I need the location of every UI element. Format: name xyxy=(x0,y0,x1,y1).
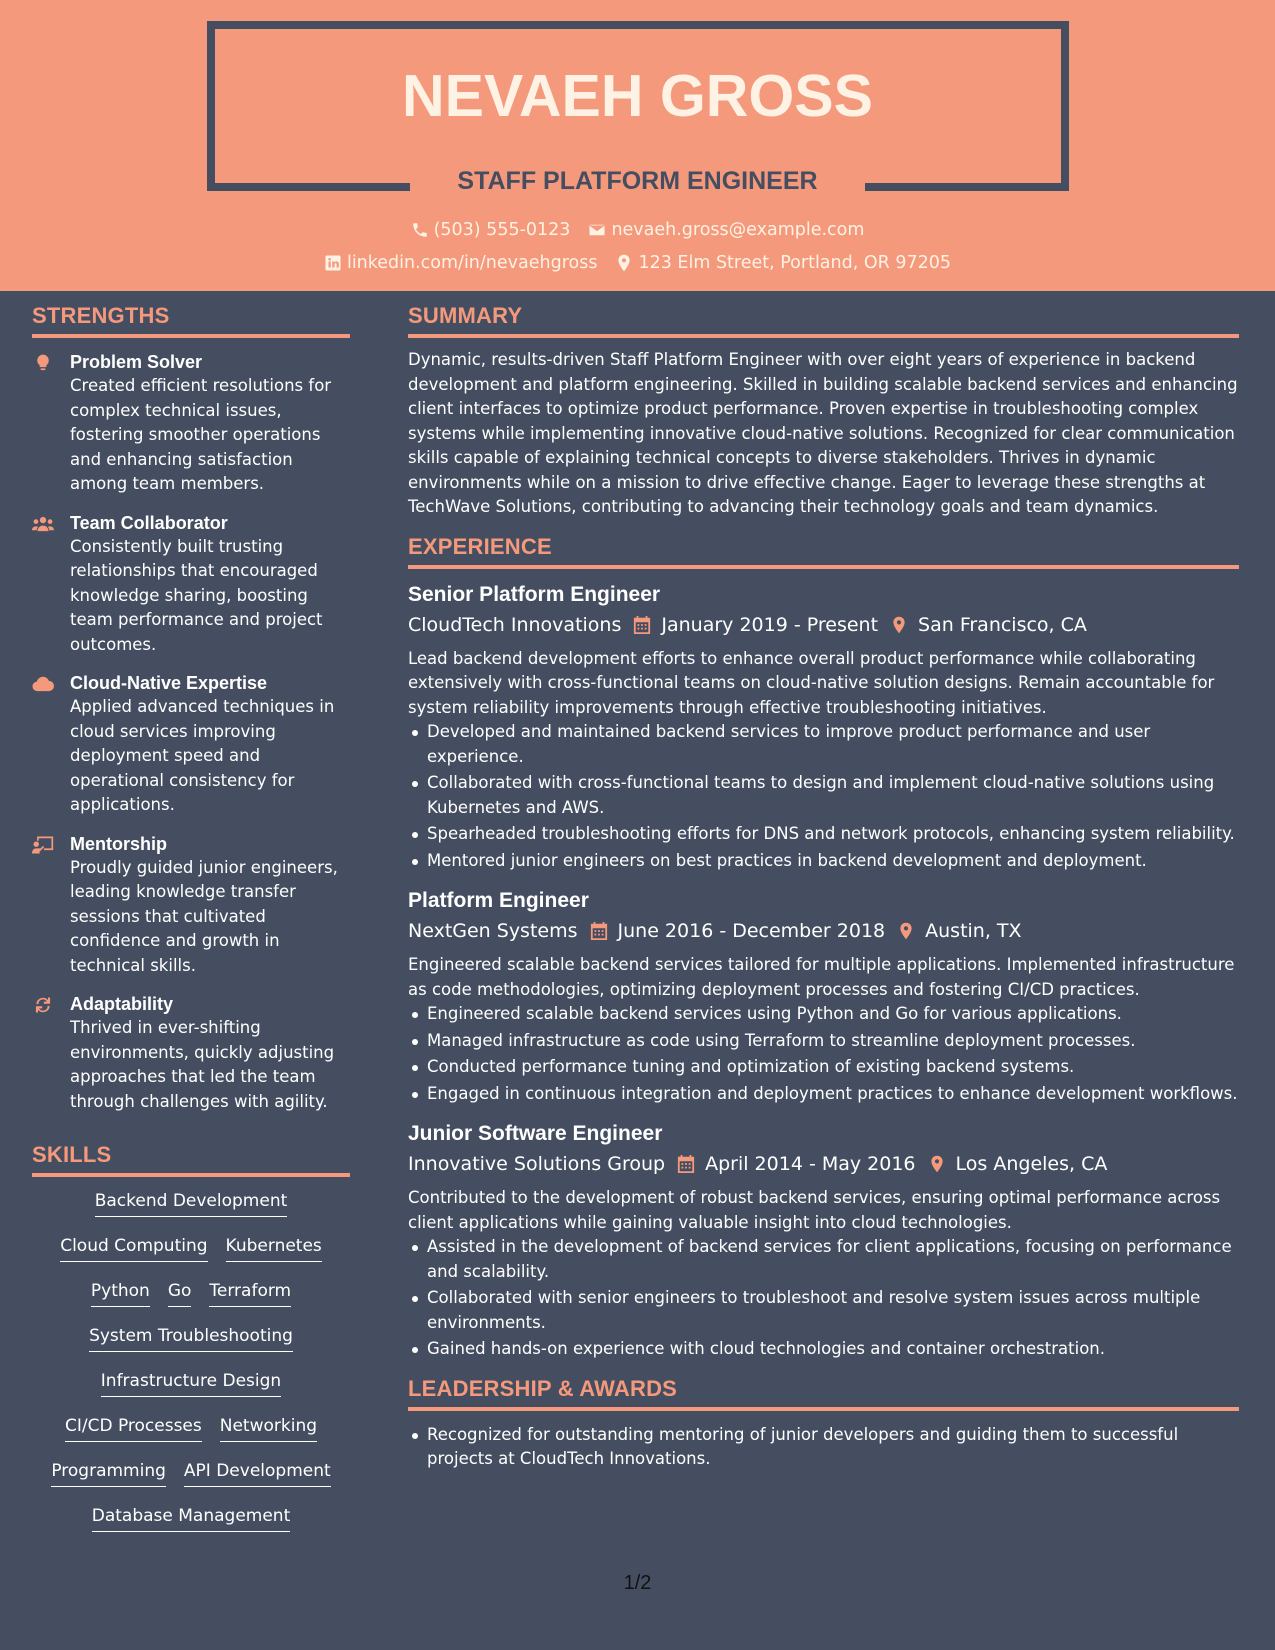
job-description: Engineered scalable backend services tailored for multiple applications. Implemented infrastructure as code methodologies, optimizing deployment processes and fostering CI/CD practices. xyxy=(408,955,1235,999)
skill-tag: CI/CD Processes xyxy=(65,1414,202,1442)
calendar-icon xyxy=(590,921,608,941)
email-text[interactable]: nevaeh.gross@example.com xyxy=(611,220,865,240)
bullet-item: Collaborated with cross-functional teams to design and implement cloud-native solutions using Kubernetes and AWS. xyxy=(408,771,1239,820)
job-entry xyxy=(408,581,1239,874)
users-icon xyxy=(32,514,54,534)
bullet-item: Engineered scalable backend services using Python and Go for various applications. xyxy=(408,1002,1239,1027)
phone-text: (503) 555-0123 xyxy=(433,220,571,240)
phone-contact xyxy=(411,220,571,240)
job-bullets xyxy=(408,720,1239,873)
bullet-item: Developed and maintained backend services to improve product performance and user experience. xyxy=(408,720,1239,769)
bullet-item: Gained hands-on experience with cloud technologies and container orchestration. xyxy=(408,1337,1239,1362)
bullet-item: Collaborated with senior engineers to troubleshoot and resolve system issues across multiple environments. xyxy=(408,1286,1239,1335)
bullet-item: Mentored junior engineers on best practices in backend development and deployment. xyxy=(408,849,1239,874)
summary-text: Dynamic, results-driven Staff Platform Engineer with over eight years of experience in backend development and platform engineering. Skilled in building scalable backend services and enhancing client interfaces to optimize product performance. Proven expertise in troubleshooting complex systems while implementing innovative cloud-native solutions. Recognized for clear communication skills capable of explaining technical concepts to diverse stakeholders. Thrives in dynamic environments while on a mission to drive effective change. Eager to leverage these strengths at TechWave Solutions, contributing to advancing their technology goals and team dynamics. xyxy=(408,350,1238,516)
skill-row xyxy=(32,1369,350,1414)
strength-name: Team Collaborator xyxy=(70,512,228,533)
job-role: Junior Software Engineer xyxy=(408,1122,663,1145)
bullet-item: Spearheaded troubleshooting efforts for DNS and network protocols, enhancing system reliability. xyxy=(408,822,1239,847)
summary-heading: SUMMARY xyxy=(408,303,1239,338)
strength-name: Cloud-Native Expertise xyxy=(70,673,268,693)
skill-tag: Kubernetes xyxy=(226,1234,322,1262)
job-role: Senior Platform Engineer xyxy=(408,582,661,606)
bullet-item: Assisted in the development of backend services for client applications, focusing on performance and scalability. xyxy=(408,1235,1239,1284)
skill-tag: Programming xyxy=(51,1459,166,1487)
candidate-title: STAFF PLATFORM ENGINEER xyxy=(457,167,818,195)
skill-tag: Infrastructure Design xyxy=(101,1369,281,1397)
map-pin-icon xyxy=(928,1154,946,1174)
strength-name: Mentorship xyxy=(70,833,167,854)
phone-icon xyxy=(411,221,429,239)
strength-item xyxy=(32,671,350,818)
strength-item xyxy=(32,992,350,1114)
candidate-name: NEVAEH GROSS xyxy=(402,63,873,129)
contact-line-1 xyxy=(0,220,1275,240)
email-contact[interactable] xyxy=(588,220,864,240)
bullet-item: Engaged in continuous integration and deployment practices to enhance development workflows. xyxy=(408,1082,1239,1107)
bullet-item: Managed infrastructure as code using Terraform to streamline deployment processes. xyxy=(408,1029,1239,1054)
calendar-icon xyxy=(677,1154,695,1174)
skill-row xyxy=(32,1414,350,1459)
strength-item xyxy=(32,350,350,497)
strength-desc: Proudly guided junior engineers, leading knowledge transfer sessions that cultivated confidence and growth in technical skills. xyxy=(70,857,338,975)
linkedin-text[interactable]: linkedin.com/in/nevaehgross xyxy=(346,253,598,273)
skills-heading: SKILLS xyxy=(32,1142,350,1177)
contact-line-2 xyxy=(0,253,1275,273)
job-location: Los Angeles, CA xyxy=(955,1153,1108,1175)
awards-heading: LEADERSHIP & AWARDS xyxy=(408,1376,1239,1411)
skill-tag: Database Management xyxy=(92,1504,291,1532)
job-location: San Francisco, CA xyxy=(918,613,1087,636)
map-pin-icon xyxy=(615,254,633,272)
skill-tag: Go xyxy=(168,1279,192,1307)
strength-desc: Created efficient resolutions for complex technical issues, fostering smoother operations and enhancing satisfaction among team members. xyxy=(70,376,332,493)
job-description: Lead backend development efforts to enhance overall product performance while collaborating extensively with cross-functional teams on cloud-native solution designs. Remain accountable for system reliability improvements through effective troubleshooting initiatives. xyxy=(408,648,1215,717)
linkedin-contact[interactable] xyxy=(324,253,598,273)
job-entry xyxy=(408,887,1239,1106)
skill-row xyxy=(32,1504,350,1549)
chalkboard-teacher-icon xyxy=(32,835,54,855)
job-location: Austin, TX xyxy=(925,920,1022,942)
job-meta xyxy=(408,915,1239,947)
strength-item xyxy=(32,832,350,979)
experience-heading: EXPERIENCE xyxy=(408,534,1239,569)
lightbulb-icon xyxy=(32,353,54,373)
job-role: Platform Engineer xyxy=(408,889,589,912)
calendar-icon xyxy=(633,615,651,635)
strength-name: Adaptability xyxy=(70,994,174,1014)
resume-header xyxy=(0,0,1275,291)
strength-desc: Consistently built trusting relationships that encouraged knowledge sharing, boosting team performance and project outcomes. xyxy=(70,536,323,654)
skill-tag: API Development xyxy=(184,1459,331,1487)
strength-name: Problem Solver xyxy=(70,352,203,372)
job-dates: June 2016 - December 2018 xyxy=(617,920,886,942)
address-contact xyxy=(615,253,951,273)
job-company: Innovative Solutions Group xyxy=(408,1153,666,1175)
left-column xyxy=(32,303,350,1549)
map-pin-icon xyxy=(897,921,915,941)
job-company: NextGen Systems xyxy=(408,920,578,942)
skill-tag: Python xyxy=(91,1279,150,1307)
awards-list xyxy=(408,1423,1239,1472)
bullet-item: Conducted performance tuning and optimization of existing backend systems. xyxy=(408,1055,1239,1080)
page-number: 1/2 xyxy=(623,1572,652,1594)
skill-row xyxy=(32,1279,350,1324)
award-item: Recognized for outstanding mentoring of junior developers and guiding them to successful projects at CloudTech Innovations. xyxy=(408,1423,1239,1472)
job-entry xyxy=(408,1120,1239,1362)
cloud-icon xyxy=(32,674,54,694)
skill-tag: Terraform xyxy=(209,1279,291,1307)
job-bullets xyxy=(408,1235,1239,1362)
job-meta xyxy=(408,609,1239,641)
strength-desc: Thrived in ever-shifting environments, quickly adjusting approaches that led the team through challenges with agility. xyxy=(70,1018,335,1111)
right-column xyxy=(408,303,1239,1474)
job-company: CloudTech Innovations xyxy=(408,613,622,636)
sync-icon xyxy=(32,995,54,1015)
strengths-heading: STRENGTHS xyxy=(32,303,350,338)
strength-desc: Applied advanced techniques in cloud services improving deployment speed and operational consistency for applications. xyxy=(70,697,335,814)
skill-tag: Networking xyxy=(220,1414,317,1442)
skill-row xyxy=(32,1234,350,1279)
job-dates: April 2014 - May 2016 xyxy=(705,1153,916,1175)
strength-item xyxy=(32,511,350,658)
skill-tag: Backend Development xyxy=(95,1189,288,1217)
skill-row xyxy=(32,1324,350,1369)
map-pin-icon xyxy=(890,615,908,635)
job-meta xyxy=(408,1148,1239,1180)
job-dates: January 2019 - Present xyxy=(661,613,879,636)
address-text: 123 Elm Street, Portland, OR 97205 xyxy=(638,253,952,273)
skills-list xyxy=(32,1189,350,1549)
linkedin-icon xyxy=(324,254,342,272)
job-description: Contributed to the development of robust backend services, ensuring optimal performance across client applications while gaining valuable insight into cloud technologies. xyxy=(408,1188,1221,1232)
envelope-icon xyxy=(588,221,606,239)
skill-tag: Cloud Computing xyxy=(60,1234,207,1262)
skill-tag: System Troubleshooting xyxy=(89,1324,293,1352)
job-bullets xyxy=(408,1002,1239,1106)
skill-row xyxy=(32,1459,350,1504)
skill-row xyxy=(32,1189,350,1234)
